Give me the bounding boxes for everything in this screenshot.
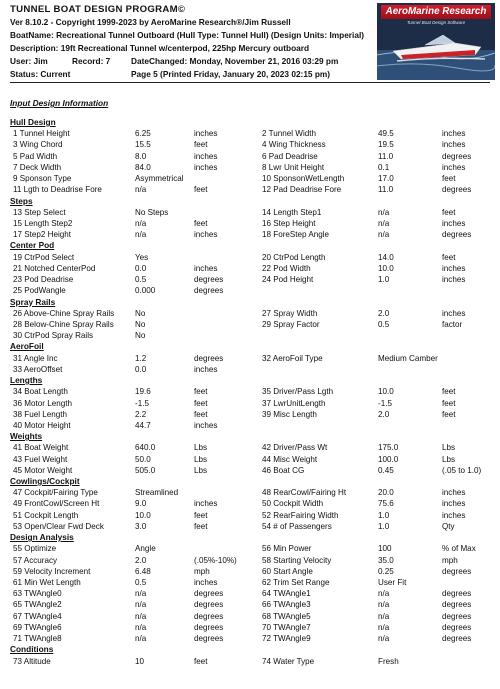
- param-value: 2.0: [378, 308, 390, 318]
- param-label: 59 Velocity Increment: [13, 566, 91, 576]
- param-unit: feet: [194, 398, 208, 408]
- param-label: 47 Cockpit/Fairing Type: [13, 488, 98, 498]
- param-unit: feet: [194, 656, 208, 666]
- param-value: n/a: [378, 611, 390, 621]
- param-unit: (.05%-10%): [194, 555, 237, 565]
- param-value: 2.2: [135, 409, 147, 419]
- param-label: 42 Driver/Pass Wt: [262, 443, 328, 453]
- param-label: 44 Misc Weight: [262, 454, 318, 464]
- param-unit: inches: [194, 420, 218, 430]
- param-value: 1.0: [378, 521, 390, 531]
- param-label: 21 Notched CenterPod: [13, 263, 96, 273]
- param-label: 35 Driver/Pass Lgth: [262, 387, 334, 397]
- param-label: 46 Boat CG: [262, 465, 305, 475]
- param-label: 65 TWAngle2: [13, 600, 62, 610]
- param-label: 69 TWAngle6: [13, 622, 62, 632]
- param-unit: degrees: [194, 611, 224, 621]
- section-heading: Hull Design: [10, 117, 56, 127]
- param-unit: degrees: [442, 600, 472, 610]
- param-value: 175.0: [378, 443, 399, 453]
- param-value: -1.5: [378, 398, 392, 408]
- param-value: n/a: [135, 622, 147, 632]
- param-label: 56 Min Power: [262, 544, 312, 554]
- param-value: 640.0: [135, 443, 156, 453]
- param-unit: inches: [442, 129, 466, 139]
- param-label: 43 Fuel Weight: [13, 454, 68, 464]
- param-value: 10.0: [135, 510, 151, 520]
- param-label: 61 Min Wet Length: [13, 578, 81, 588]
- param-unit: inches: [194, 578, 218, 588]
- param-unit: degrees: [194, 286, 224, 296]
- param-value: n/a: [135, 589, 147, 599]
- param-label: 17 Step2 Height: [13, 230, 72, 240]
- param-unit: inches: [194, 151, 218, 161]
- param-label: 66 TWAngle3: [262, 600, 311, 610]
- param-label: 22 Pod Width: [262, 263, 311, 273]
- param-label: 57 Accuracy: [13, 555, 58, 565]
- param-unit: degrees: [442, 634, 472, 644]
- param-label: 37 LwrUnitLength: [262, 398, 326, 408]
- param-unit: inches: [442, 275, 466, 285]
- section-heading: Conditions: [10, 644, 54, 655]
- logo-tagline: Tunnel Boat Design Software: [406, 20, 466, 25]
- param-label: 74 Water Type: [262, 656, 315, 666]
- param-value: 6.25: [135, 129, 151, 139]
- param-value: n/a: [135, 230, 147, 240]
- param-value: 100.0: [378, 454, 399, 464]
- version-line: Ver 8.10.2 - Copyright 1999-2023 by AeroMarine Research®/Jim Russell: [10, 17, 291, 27]
- param-unit: inches: [194, 230, 218, 240]
- param-value: 0.0: [135, 263, 147, 273]
- param-unit: degrees: [194, 622, 224, 632]
- param-label: 50 Cockpit Width: [262, 499, 324, 509]
- description-line: Description: 19ft Recreational Tunnel w/centerpod, 225hp Mercury outboard: [10, 43, 310, 53]
- param-value: 35.0: [378, 555, 394, 565]
- param-value: 11.0: [378, 185, 394, 195]
- param-label: 11 Lgth to Deadrise Fore: [13, 185, 102, 195]
- param-label: 49 FrontCowl/Screen Ht: [13, 499, 100, 509]
- param-label: 15 Length Step2: [13, 218, 73, 228]
- param-label: 16 Step Height: [262, 218, 316, 228]
- param-unit: Lbs: [194, 465, 208, 475]
- param-label: 27 Spray Width: [262, 308, 318, 318]
- param-value: 49.5: [378, 129, 394, 139]
- param-unit: (.05 to 1.0): [442, 465, 482, 475]
- param-value: 10.0: [378, 387, 394, 397]
- param-value: Asymmetrical: [135, 174, 184, 184]
- param-value: 0.5: [135, 578, 147, 588]
- param-unit: feet: [194, 218, 208, 228]
- param-value: 0.5: [135, 275, 147, 285]
- param-unit: feet: [194, 409, 208, 419]
- param-value: n/a: [378, 622, 390, 632]
- boatname-line: BoatName: Recreational Tunnel Outboard (Hull Type: Tunnel Hull) (Design Units: Imperial): [10, 30, 365, 40]
- boat-photo-image: [377, 3, 495, 80]
- param-label: 71 TWAngle8: [13, 634, 62, 644]
- param-value: n/a: [135, 218, 147, 228]
- param-value: 3.0: [135, 521, 147, 531]
- param-unit: degrees: [194, 589, 224, 599]
- param-value: 0.5: [378, 319, 390, 329]
- param-label: 28 Below-Chine Spray Rails: [13, 319, 114, 329]
- param-label: 73 Altitude: [13, 656, 51, 666]
- param-unit: inches: [442, 488, 466, 498]
- param-unit: degrees: [194, 600, 224, 610]
- param-value: No: [135, 331, 146, 341]
- param-label: 23 Pod Deadrise: [13, 275, 74, 285]
- param-label: 2 Tunnel Width: [262, 129, 316, 139]
- param-value: 1.2: [135, 353, 147, 363]
- status-field: Status: Current: [10, 69, 71, 79]
- param-label: 60 Start Angle: [262, 566, 313, 576]
- section-heading: Cowlings/Cockpit: [10, 476, 80, 487]
- param-label: 18 ForeStep Angle: [262, 230, 330, 240]
- param-unit: degrees: [442, 622, 472, 632]
- param-value: No: [135, 308, 146, 318]
- param-label: 14 Length Step1: [262, 207, 322, 217]
- param-unit: feet: [442, 252, 456, 262]
- param-label: 33 AeroOffset: [13, 364, 63, 374]
- param-unit: feet: [442, 398, 456, 408]
- aeromarine-logo: [377, 3, 495, 80]
- param-label: 68 TWAngle5: [262, 611, 311, 621]
- param-unit: inches: [442, 263, 466, 273]
- param-label: 9 Sponson Type: [13, 174, 72, 184]
- user-field: User: Jim: [10, 56, 48, 66]
- logo-brand: AeroMarine Research: [381, 5, 491, 19]
- section-heading: Design Analysis: [10, 532, 74, 543]
- param-unit: feet: [442, 387, 456, 397]
- param-unit: inches: [194, 499, 218, 509]
- param-unit: feet: [194, 387, 208, 397]
- param-value: 10.0: [378, 263, 394, 273]
- param-unit: inches: [442, 140, 466, 150]
- param-label: 25 PodWangle: [13, 286, 66, 296]
- param-value: 0.000: [135, 286, 156, 296]
- param-unit: Lbs: [194, 454, 208, 464]
- param-value: n/a: [135, 185, 147, 195]
- param-value: 50.0: [135, 454, 151, 464]
- param-label: 40 Motor Height: [13, 420, 71, 430]
- param-unit: mph: [194, 566, 210, 576]
- param-label: 34 Boat Length: [13, 387, 68, 397]
- param-label: 39 Misc Length: [262, 409, 317, 419]
- page-info: Page 5 (Printed Friday, January 20, 2023 02:15 pm): [131, 69, 331, 79]
- param-label: 4 Wing Thickness: [262, 140, 326, 150]
- param-unit: degrees: [442, 566, 472, 576]
- section-heading: AeroFoil: [10, 341, 44, 352]
- param-value: n/a: [378, 207, 390, 217]
- param-value: 1.0: [378, 275, 390, 285]
- param-value: n/a: [135, 634, 147, 644]
- param-label: 41 Boat Weight: [13, 443, 69, 453]
- param-label: 52 RearFairing Width: [262, 510, 339, 520]
- record-field: Record: 7: [72, 56, 111, 66]
- param-value: n/a: [378, 218, 390, 228]
- param-value: 0.25: [378, 566, 394, 576]
- param-unit: inches: [194, 364, 218, 374]
- param-unit: feet: [194, 521, 208, 531]
- header-divider: [10, 82, 490, 83]
- date-changed-field: DateChanged: Monday, November 21, 2016 03:29 pm: [131, 56, 339, 66]
- param-value: 17.0: [378, 174, 394, 184]
- param-unit: inches: [442, 510, 466, 520]
- param-value: 0.45: [378, 465, 394, 475]
- param-label: 55 Optimize: [13, 544, 57, 554]
- param-value: 10: [135, 656, 145, 666]
- param-label: 26 Above-Chine Spray Rails: [13, 308, 115, 318]
- param-unit: inches: [442, 308, 466, 318]
- param-label: 10 SponsonWetLength: [262, 174, 345, 184]
- param-value: 44.7: [135, 420, 151, 430]
- param-unit: degrees: [442, 589, 472, 599]
- param-unit: degrees: [194, 634, 224, 644]
- param-value: 19.5: [378, 140, 394, 150]
- param-value: Fresh: [378, 656, 399, 666]
- param-unit: degrees: [442, 230, 472, 240]
- param-unit: Lbs: [194, 443, 208, 453]
- param-unit: % of Max: [442, 544, 476, 554]
- param-label: 31 Angle Inc: [13, 353, 58, 363]
- param-value: User Fit: [378, 578, 407, 588]
- param-value: 75.6: [378, 499, 394, 509]
- param-label: 19 CtrPod Select: [13, 252, 75, 262]
- param-value: 0.0: [135, 364, 147, 374]
- param-label: 6 Pad Deadrise: [262, 151, 318, 161]
- param-unit: inches: [194, 129, 218, 139]
- param-unit: Qty: [442, 521, 455, 531]
- param-value: 2.0: [378, 409, 390, 419]
- param-value: 0.1: [378, 162, 390, 172]
- param-value: Streamlined: [135, 488, 179, 498]
- param-value: Angle: [135, 544, 156, 554]
- param-value: 1.0: [378, 510, 390, 520]
- param-unit: degrees: [194, 353, 224, 363]
- param-value: No: [135, 319, 146, 329]
- param-value: 505.0: [135, 465, 156, 475]
- param-value: 2.0: [135, 555, 147, 565]
- param-label: 29 Spray Factor: [262, 319, 320, 329]
- param-label: 62 Trim Set Range: [262, 578, 330, 588]
- param-value: 9.0: [135, 499, 147, 509]
- param-value: 14.0: [378, 252, 394, 262]
- section-heading: Weights: [10, 431, 43, 442]
- param-label: 24 Pod Height: [262, 275, 314, 285]
- param-unit: inches: [442, 499, 466, 509]
- param-label: 13 Step Select: [13, 207, 66, 217]
- param-unit: Lbs: [442, 454, 456, 464]
- input-design-heading: Input Design Information: [10, 98, 109, 108]
- param-value: 84.0: [135, 162, 151, 172]
- param-label: 12 Pad Deadrise Fore: [262, 185, 342, 195]
- section-heading: Spray Rails: [10, 296, 56, 307]
- param-value: No Steps: [135, 207, 169, 217]
- param-value: 8.0: [135, 151, 147, 161]
- param-value: n/a: [378, 230, 390, 240]
- param-unit: inches: [442, 162, 466, 172]
- param-unit: feet: [194, 510, 208, 520]
- param-unit: feet: [442, 409, 456, 419]
- param-label: 8 Lwr Unit Height: [262, 162, 325, 172]
- param-label: 45 Motor Weight: [13, 465, 73, 475]
- param-unit: inches: [194, 162, 218, 172]
- param-label: 38 Fuel Length: [13, 409, 68, 419]
- param-label: 36 Motor Length: [13, 398, 72, 408]
- param-unit: degrees: [194, 275, 224, 285]
- param-label: 20 CtrPod Length: [262, 252, 326, 262]
- param-unit: Lbs: [442, 443, 456, 453]
- param-value: n/a: [135, 600, 147, 610]
- param-value: 6.48: [135, 566, 151, 576]
- param-value: n/a: [378, 600, 390, 610]
- param-unit: inches: [194, 263, 218, 273]
- param-unit: inches: [442, 218, 466, 228]
- param-unit: feet: [194, 185, 208, 195]
- param-unit: degrees: [442, 151, 472, 161]
- section-heading: Center Pod: [10, 240, 55, 251]
- param-label: 53 Open/Clear Fwd Deck: [13, 521, 104, 531]
- param-value: 11.0: [378, 151, 394, 161]
- param-unit: feet: [194, 140, 208, 150]
- param-label: 32 AeroFoil Type: [262, 353, 323, 363]
- param-label: 67 TWAngle4: [13, 611, 62, 621]
- param-value: 100: [378, 544, 392, 554]
- param-unit: feet: [442, 174, 456, 184]
- param-value: n/a: [135, 611, 147, 621]
- param-value: Yes: [135, 252, 149, 262]
- section-heading: Lengths: [10, 375, 43, 386]
- param-label: 63 TWAngle0: [13, 589, 62, 599]
- program-title: TUNNEL BOAT DESIGN PROGRAM©: [10, 4, 186, 15]
- param-unit: feet: [442, 207, 456, 217]
- param-unit: mph: [442, 555, 458, 565]
- param-label: 1 Tunnel Height: [13, 129, 70, 139]
- param-label: 70 TWAngle7: [262, 622, 311, 632]
- param-value: 20.0: [378, 488, 394, 498]
- param-label: 30 CtrPod Spray Rails: [13, 331, 94, 341]
- param-value: n/a: [378, 634, 390, 644]
- param-label: 64 TWAngle1: [262, 589, 311, 599]
- param-label: 51 Cockpit Length: [13, 510, 79, 520]
- param-value: -1.5: [135, 398, 149, 408]
- param-unit: degrees: [442, 185, 472, 195]
- param-value: 19.6: [135, 387, 151, 397]
- section-heading: Steps: [10, 195, 33, 206]
- param-label: 48 RearCowl/Fairing Ht: [262, 488, 347, 498]
- param-label: 5 Pad Width: [13, 151, 58, 161]
- param-unit: degrees: [442, 611, 472, 621]
- param-label: 3 Wing Chord: [13, 140, 63, 150]
- param-value: n/a: [378, 589, 390, 599]
- param-value: Medium Camber: [378, 353, 438, 363]
- param-label: 7 Deck Width: [13, 162, 62, 172]
- param-label: 54 # of Passengers: [262, 521, 332, 531]
- param-label: 72 TWAngle9: [262, 634, 311, 644]
- param-label: 58 Starting Velocity: [262, 555, 332, 565]
- param-value: 15.5: [135, 140, 151, 150]
- param-unit: factor: [442, 319, 463, 329]
